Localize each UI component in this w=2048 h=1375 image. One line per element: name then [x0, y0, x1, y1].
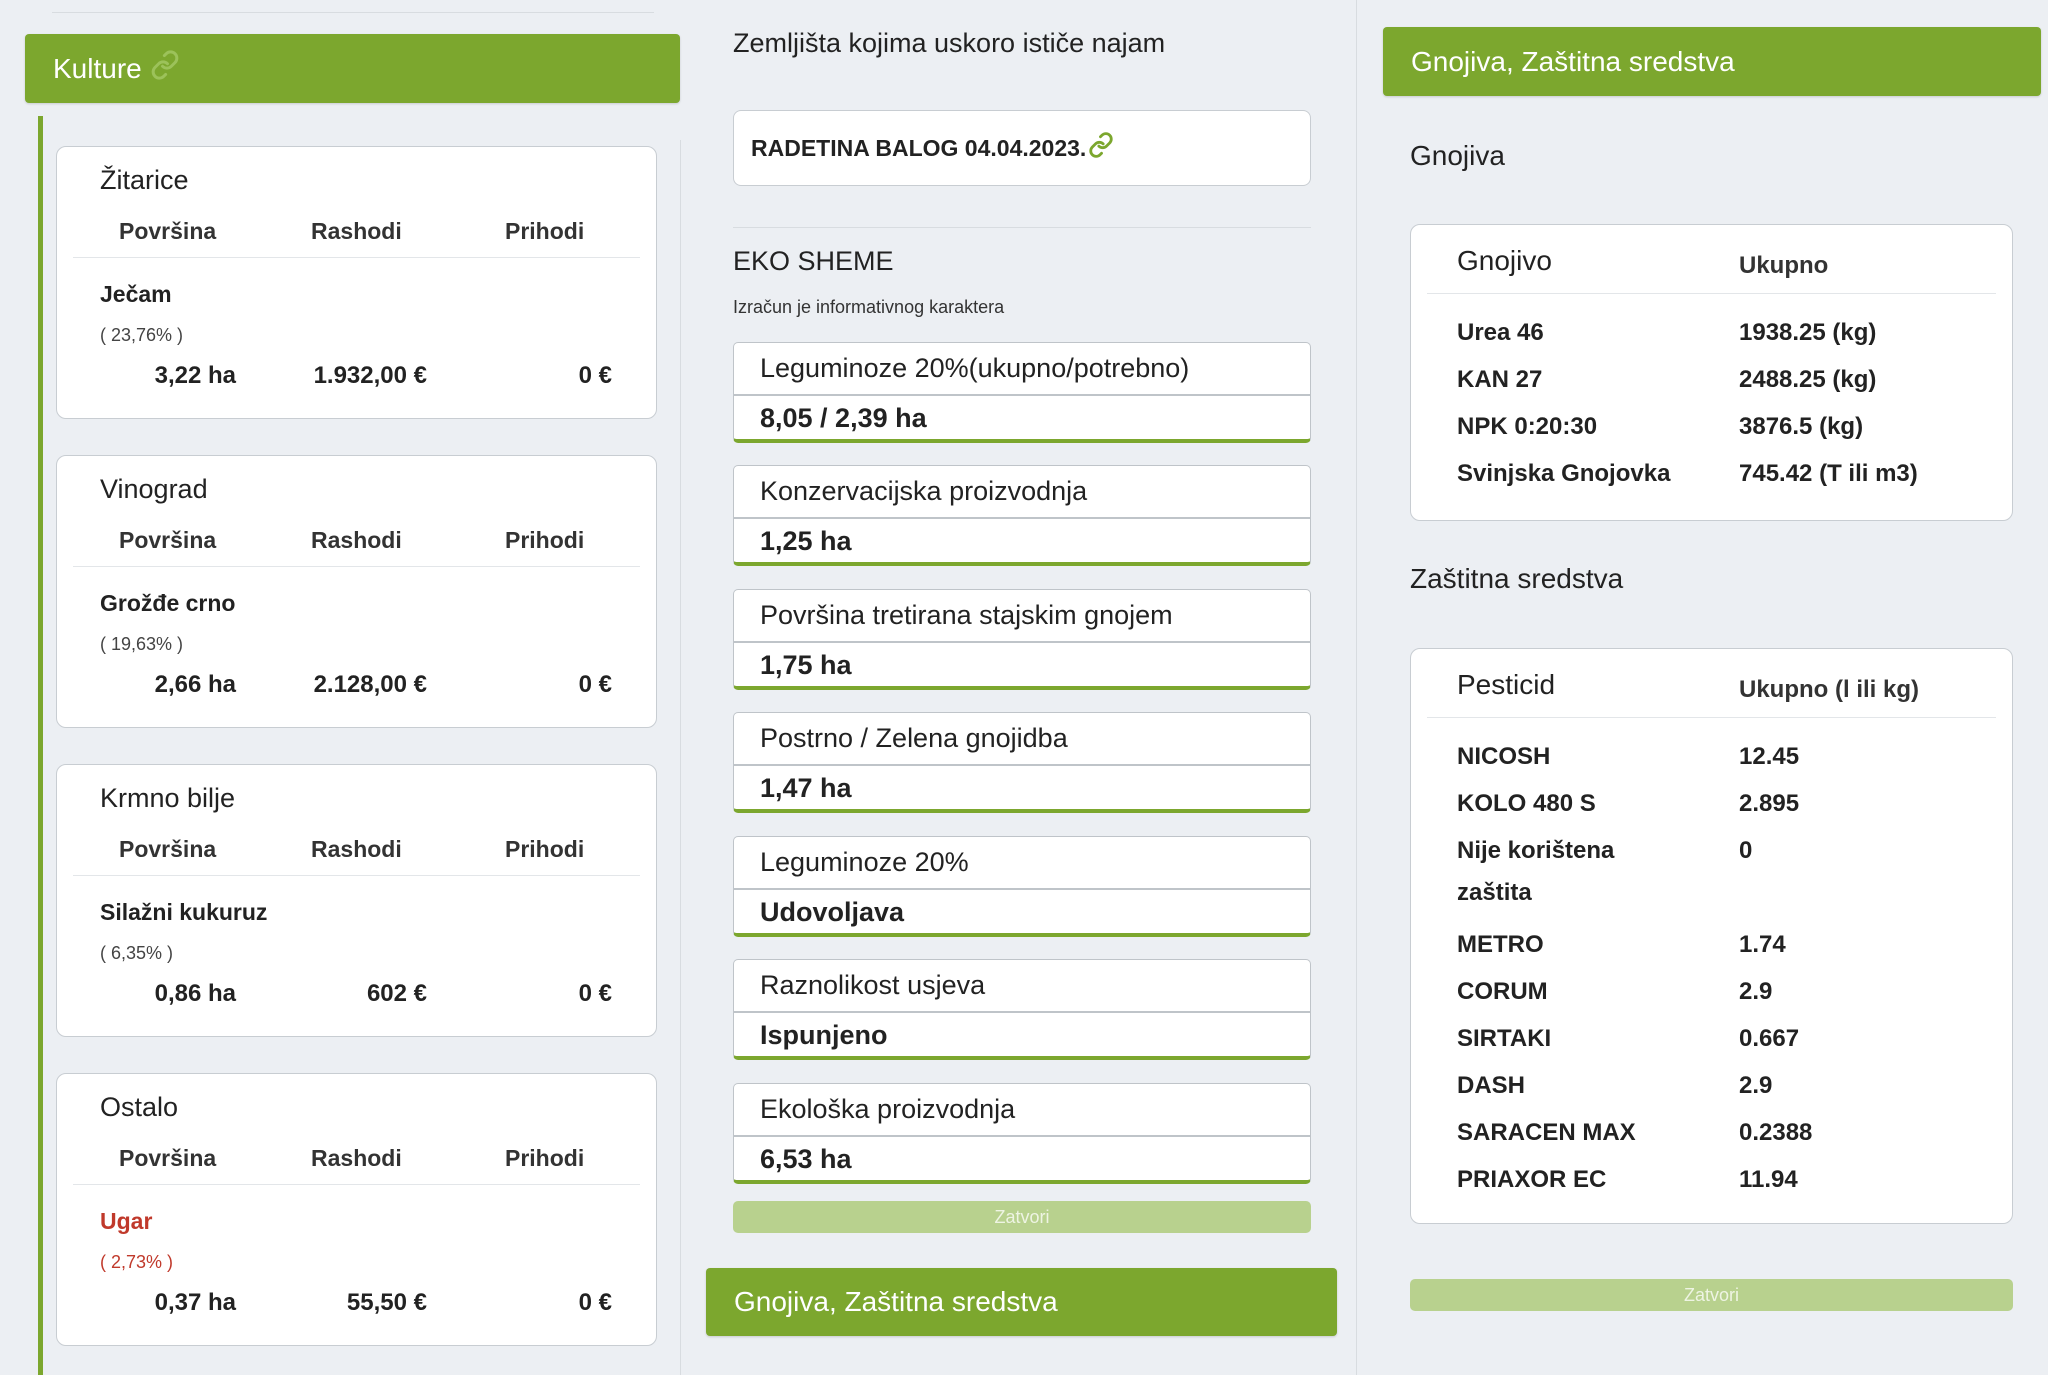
eko-item-label: Površina tretirana stajskim gnojem — [760, 600, 1173, 630]
table-header-pesticid: Pesticid — [1457, 669, 1556, 700]
pesticide-total: 2.9 — [1739, 978, 1773, 1005]
crop-card-vinograd — [56, 455, 657, 728]
eko-item — [733, 342, 1311, 443]
divider — [1427, 717, 1996, 718]
crop-percentage: ( 19,63% ) — [100, 634, 184, 654]
eko-item-value: 6,53 ha — [760, 1144, 852, 1174]
eko-sheme-title: EKO SHEME — [733, 246, 894, 276]
eko-item — [733, 465, 1311, 566]
gnojiva-panel-header[interactable] — [1383, 27, 2041, 96]
pesticide-name: DASH — [1457, 1072, 1526, 1099]
divider — [734, 394, 1310, 396]
crop-income: 0 € — [578, 671, 612, 698]
close-button[interactable]: Zatvori — [1410, 1279, 2013, 1311]
fertilizers-table — [1410, 224, 2013, 521]
fertilizer-total: 2488.25 (kg) — [1739, 366, 1877, 393]
col-header-prihodi: Prihodi — [505, 1145, 585, 1171]
crop-income: 0 € — [578, 362, 612, 389]
pesticide-total: 12.45 — [1739, 743, 1800, 770]
crop-area: 3,22 ha — [154, 362, 236, 389]
table-header-ukupno: Ukupno — [1739, 252, 1829, 279]
divider — [73, 566, 640, 567]
lease-item-label: RADETINA BALOG 04.04.2023. — [751, 134, 1087, 161]
pesticide-name: KOLO 480 S — [1457, 790, 1596, 817]
col-header-rashodi: Rashodi — [311, 836, 402, 862]
divider — [734, 1011, 1310, 1013]
divider — [73, 875, 640, 876]
eko-item-value: Udovoljava — [760, 897, 905, 927]
crop-card-ostalo — [56, 1073, 657, 1346]
pesticide-name: SARACEN MAX — [1457, 1119, 1636, 1146]
eko-item — [733, 589, 1311, 690]
col-header-povrsina: Površina — [119, 836, 217, 862]
col-header-povrsina: Površina — [119, 1145, 217, 1171]
category-title: Krmno bilje — [100, 783, 236, 813]
divider — [734, 517, 1310, 519]
pesticide-name: CORUM — [1457, 978, 1548, 1005]
pesticides-table — [1410, 648, 2013, 1224]
pesticide-name: METRO — [1457, 931, 1544, 958]
pesticide-total: 2.9 — [1739, 1072, 1773, 1099]
kulture-title: Kulture — [53, 52, 142, 84]
eko-item-label: Konzervacijska proizvodnja — [760, 476, 1088, 506]
crop-percentage: ( 2,73% ) — [100, 1252, 174, 1272]
crop-name: Ječam — [100, 281, 172, 307]
col-header-prihodi: Prihodi — [505, 836, 585, 862]
fertilizer-total: 3876.5 (kg) — [1739, 413, 1864, 440]
eko-item — [733, 959, 1311, 1060]
eko-item-label: Raznolikost usjeva — [760, 970, 986, 1000]
fertilizer-total: 745.42 (T ili m3) — [1739, 460, 1918, 487]
fertilizer-name: Urea 46 — [1457, 319, 1544, 346]
eko-item-value: 1,75 ha — [760, 650, 852, 680]
col-header-povrsina: Površina — [119, 218, 217, 244]
gnojiva-header-label: Gnojiva, Zaštitna sredstva — [734, 1286, 1058, 1317]
fertilizer-name: Svinjska Gnojovka — [1457, 460, 1671, 487]
divider — [734, 1135, 1310, 1137]
pesticide-total: 0.667 — [1739, 1025, 1800, 1052]
divider — [734, 641, 1310, 643]
col-header-povrsina: Površina — [119, 527, 217, 553]
crop-income: 0 € — [578, 1289, 612, 1316]
fertilizer-total: 1938.25 (kg) — [1739, 319, 1877, 346]
pesticide-total: 11.94 — [1739, 1166, 1798, 1193]
table-header-ukupno: Ukupno (l ili kg) — [1739, 676, 1919, 703]
crop-card-zitarice — [56, 146, 657, 419]
divider — [73, 1184, 640, 1185]
pesticide-total: 1.74 — [1739, 931, 1786, 958]
column-separator — [680, 140, 681, 1375]
crop-income: 0 € — [578, 980, 612, 1007]
category-title: Žitarice — [100, 165, 189, 195]
pesticide-name: Nije korištena zaštita — [1457, 837, 1615, 906]
crop-name: Silažni kukuruz — [100, 899, 268, 925]
eko-item-label: Leguminoze 20%(ukupno/potrebno) — [760, 353, 1190, 383]
gnojiva-header-button[interactable] — [706, 1268, 1337, 1336]
kulture-header[interactable] — [25, 34, 680, 103]
pesticide-name: SIRTAKI — [1457, 1025, 1552, 1052]
category-title: Vinograd — [100, 474, 208, 504]
section-divider — [733, 227, 1311, 228]
gnojiva-panel-title: Gnojiva, Zaštitna sredstva — [1411, 45, 1735, 77]
crop-expenses: 55,50 € — [346, 1289, 427, 1316]
crop-card-krmno-bilje — [56, 764, 657, 1037]
left-accent-bar — [38, 116, 43, 1375]
eko-item — [733, 1083, 1311, 1184]
close-button[interactable]: Zatvori — [733, 1201, 1311, 1233]
eko-item — [733, 712, 1311, 813]
divider — [734, 764, 1310, 766]
eko-sheme-subtitle: Izračun je informativnog karaktera — [733, 297, 1005, 317]
pesticide-total: 0.2388 — [1739, 1119, 1813, 1146]
divider — [73, 257, 640, 258]
eko-item — [733, 836, 1311, 937]
crop-expenses: 602 € — [366, 980, 427, 1007]
col-header-rashodi: Rashodi — [311, 1145, 402, 1171]
pesticide-name: PRIAXOR EC — [1457, 1166, 1607, 1193]
crop-expenses: 2.128,00 € — [313, 671, 427, 698]
pesticide-name: NICOSH — [1457, 743, 1551, 770]
fertilizers-title: Gnojiva — [1410, 140, 1505, 171]
eko-item-label: Leguminoze 20% — [760, 847, 969, 877]
eko-item-value: Ispunjeno — [760, 1020, 888, 1050]
col-header-prihodi: Prihodi — [505, 218, 585, 244]
table-header-gnojivo: Gnojivo — [1457, 245, 1552, 276]
fertilizer-name: KAN 27 — [1457, 366, 1543, 393]
pesticide-total: 0 — [1739, 837, 1753, 864]
column-separator — [1356, 0, 1357, 1375]
top-divider — [52, 12, 654, 13]
lease-section-title: Zemljišta kojima uskoro ističe najam — [733, 28, 1166, 58]
divider — [1427, 293, 1996, 294]
crop-name: Grožđe crno — [100, 590, 236, 616]
crop-area: 0,86 ha — [154, 980, 236, 1007]
lease-item[interactable] — [733, 110, 1311, 186]
eko-item-value: 8,05 / 2,39 ha — [760, 403, 927, 433]
col-header-rashodi: Rashodi — [311, 218, 402, 244]
crop-name: Ugar — [100, 1208, 153, 1234]
eko-item-label: Ekološka proizvodnja — [760, 1094, 1016, 1124]
pesticide-total: 2.895 — [1739, 790, 1800, 817]
fertilizer-name: NPK 0:20:30 — [1457, 413, 1598, 440]
crop-percentage: ( 6,35% ) — [100, 943, 174, 963]
crop-area: 2,66 ha — [154, 671, 236, 698]
col-header-prihodi: Prihodi — [505, 527, 585, 553]
eko-item-value: 1,25 ha — [760, 526, 852, 556]
crop-expenses: 1.932,00 € — [313, 362, 427, 389]
pesticides-title: Zaštitna sredstva — [1410, 563, 1624, 594]
link-icon[interactable] — [1088, 132, 1114, 164]
crop-area: 0,37 ha — [154, 1289, 236, 1316]
eko-item-label: Postrno / Zelena gnojidba — [760, 723, 1068, 753]
link-icon[interactable] — [150, 50, 180, 87]
divider — [734, 888, 1310, 890]
crop-percentage: ( 23,76% ) — [100, 325, 184, 345]
eko-item-value: 1,47 ha — [760, 773, 852, 803]
col-header-rashodi: Rashodi — [311, 527, 402, 553]
category-title: Ostalo — [100, 1092, 179, 1122]
